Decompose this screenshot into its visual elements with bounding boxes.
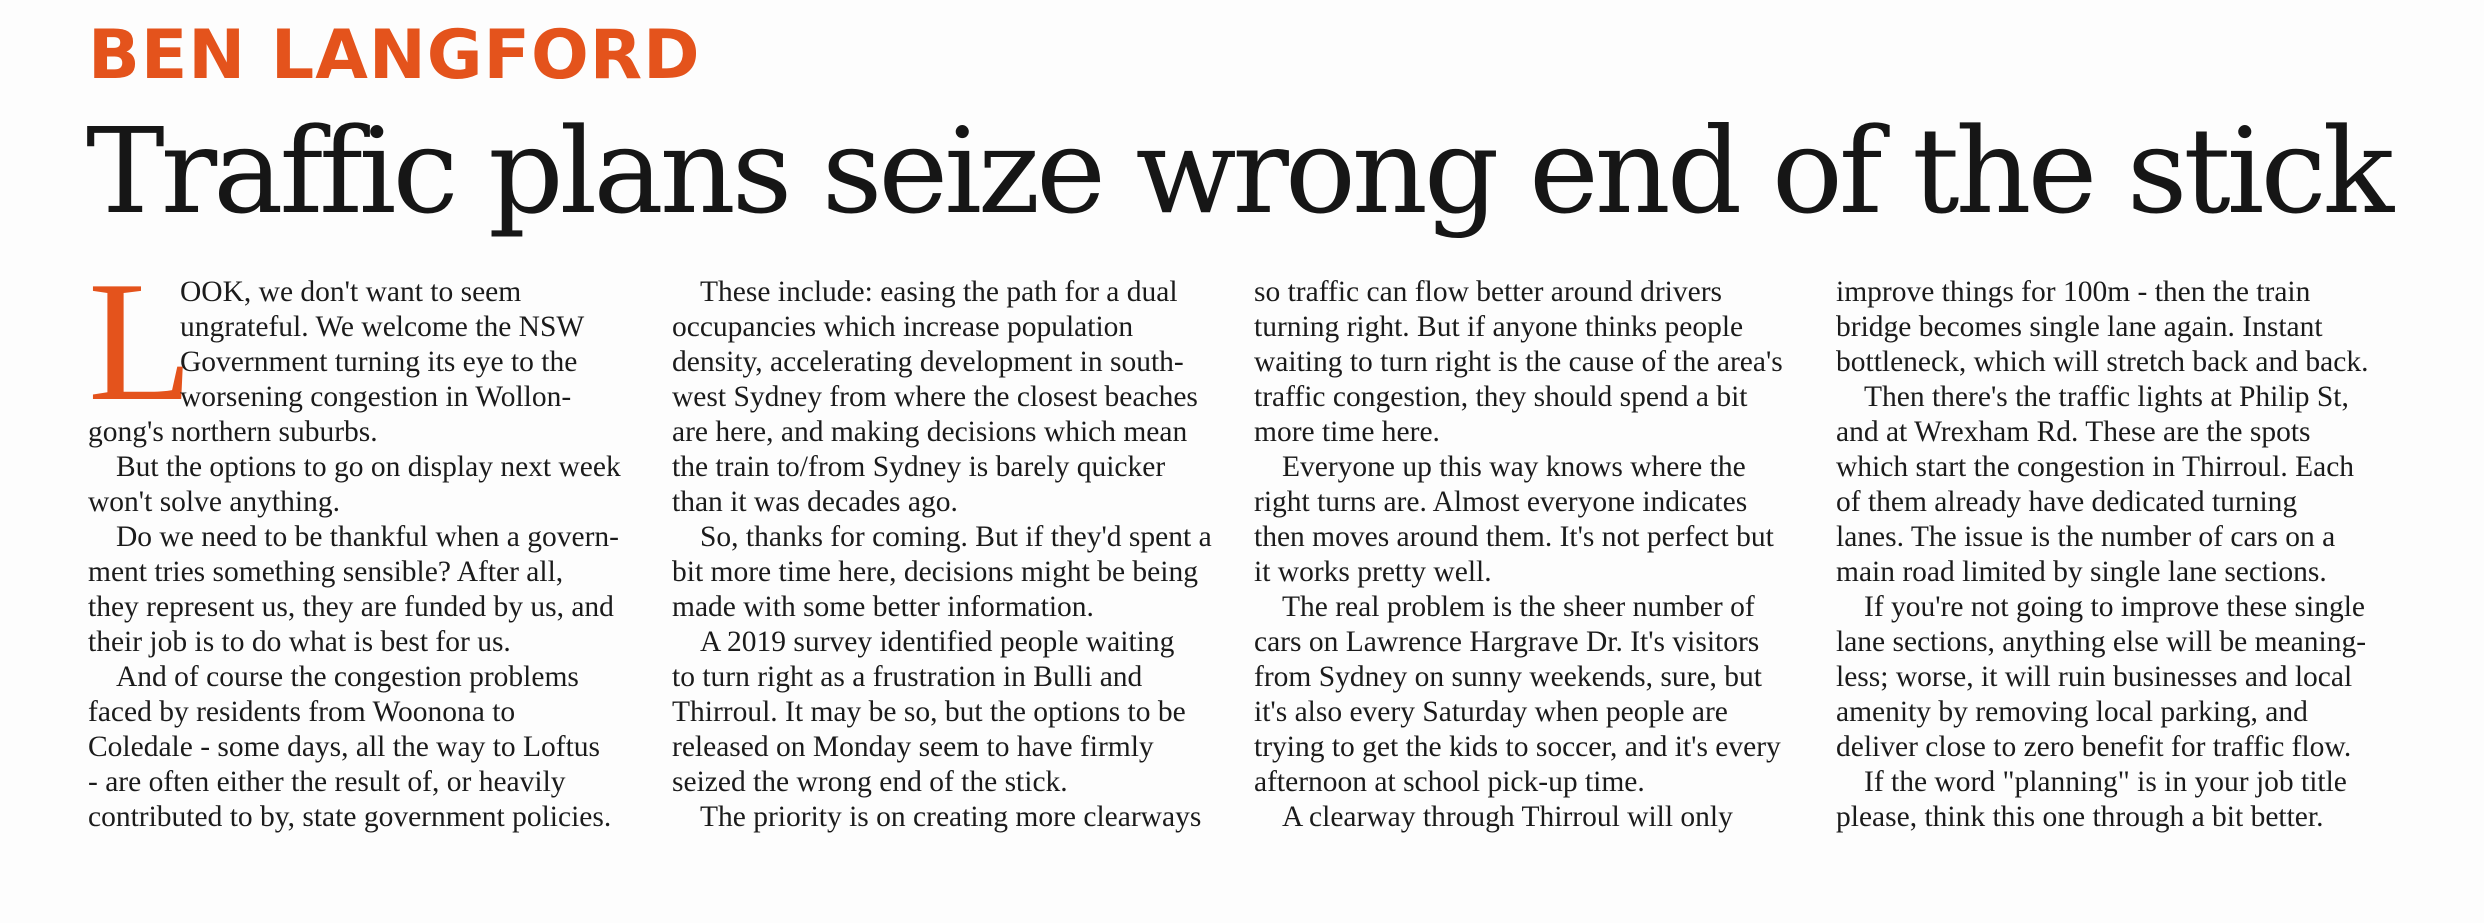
text-line: lane sections, anything else will be meaning-	[1836, 626, 2367, 658]
text-line: seized the wrong end of the stick.	[672, 766, 1068, 798]
headline: Traffic plans seize wrong end of the stick	[86, 102, 2391, 240]
text-line: Do we need to be thankful when a govern-	[116, 521, 619, 553]
text-line: of them already have dedicated turning	[1836, 486, 2298, 518]
text-line: cars on Lawrence Hargrave Dr. It's visitors	[1254, 626, 1760, 658]
text-line: released on Monday seem to have firmly	[672, 731, 1154, 763]
text-line: - are often either the result of, or heavily	[88, 766, 566, 798]
article-column-4	[1836, 275, 2396, 835]
text-line: If the word "planning" is in your job title	[1864, 766, 2347, 798]
drop-cap: L	[88, 247, 194, 437]
article-column-2	[672, 275, 1232, 835]
text-line: less; worse, it will ruin businesses and local	[1836, 661, 2353, 693]
text-line: bridge becomes single lane again. Instant	[1836, 311, 2323, 343]
text-line: A 2019 survey identified people waiting	[700, 626, 1175, 658]
text-line: made with some better information.	[672, 591, 1094, 623]
text-line: The priority is on creating more clearways	[700, 801, 1202, 833]
text-line: The real problem is the sheer number of	[1282, 591, 1755, 623]
text-line: it works pretty well.	[1254, 556, 1492, 588]
text-line: ungrateful. We welcome the NSW	[180, 311, 585, 343]
text-line: These include: easing the path for a dual	[700, 276, 1178, 308]
text-line: density, accelerating development in south-	[672, 346, 1184, 378]
text-line: turning right. But if anyone thinks people	[1254, 311, 1744, 343]
text-line: improve things for 100m - then the train	[1836, 276, 2311, 308]
text-line: Then there's the traffic lights at Philip St,	[1864, 381, 2349, 413]
byline: BEN LANGFORD	[88, 16, 701, 95]
text-line: ment tries something sensible? After all,	[88, 556, 564, 588]
text-line: which start the congestion in Thirroul. Each	[1836, 451, 2355, 483]
text-line: waiting to turn right is the cause of the area's	[1254, 346, 1783, 378]
text-line: If you're not going to improve these single	[1864, 591, 2365, 623]
text-line: and at Wrexham Rd. These are the spots	[1836, 416, 2311, 448]
text-line: west Sydney from where the closest beaches	[672, 381, 1198, 413]
text-line: And of course the congestion problems	[116, 661, 579, 693]
text-line: occupancies which increase population	[672, 311, 1134, 343]
text-line: Thirroul. It may be so, but the options to be	[672, 696, 1186, 728]
text-line: so traffic can flow better around drivers	[1254, 276, 1722, 308]
text-line: faced by residents from Woonona to	[88, 696, 516, 728]
text-line: they represent us, they are funded by us, and	[88, 591, 614, 623]
text-line: it's also every Saturday when people are	[1254, 696, 1728, 728]
text-line: So, thanks for coming. But if they'd spent a	[700, 521, 1212, 553]
text-line: gong's northern suburbs.	[88, 416, 378, 448]
text-line: won't solve anything.	[88, 486, 340, 518]
text-line: main road limited by single lane sections.	[1836, 556, 2327, 588]
article-column-3	[1254, 275, 1814, 835]
text-line: to turn right as a frustration in Bulli and	[672, 661, 1143, 693]
text-line: Coledale - some days, all the way to Loftus	[88, 731, 601, 763]
text-line: right turns are. Almost everyone indicates	[1254, 486, 1748, 518]
text-line: OOK, we don't want to seem	[180, 276, 522, 308]
text-line: than it was decades ago.	[672, 486, 958, 518]
text-line: please, think this one through a bit better.	[1836, 801, 2324, 833]
text-line: from Sydney on sunny weekends, sure, but	[1254, 661, 1762, 693]
text-line: Everyone up this way knows where the	[1282, 451, 1746, 483]
text-line: worsening congestion in Wollon-	[180, 381, 572, 413]
text-line: But the options to go on display next week	[116, 451, 621, 483]
text-line: Government turning its eye to the	[180, 346, 578, 378]
article-column-1	[88, 275, 648, 835]
text-line: bottleneck, which will stretch back and back.	[1836, 346, 2369, 378]
text-line: traffic congestion, they should spend a bit	[1254, 381, 1748, 413]
text-line: more time here.	[1254, 416, 1440, 448]
text-line: bit more time here, decisions might be being	[672, 556, 1198, 588]
text-line: A clearway through Thirroul will only	[1282, 801, 1733, 833]
text-line: deliver close to zero benefit for traffic flow.	[1836, 731, 2352, 763]
text-line: their job is to do what is best for us.	[88, 626, 511, 658]
text-line: are here, and making decisions which mean	[672, 416, 1188, 448]
text-line: the train to/from Sydney is barely quicker	[672, 451, 1166, 483]
text-line: amenity by removing local parking, and	[1836, 696, 2308, 728]
text-line: afternoon at school pick-up time.	[1254, 766, 1645, 798]
text-line: contributed to by, state government policies.	[88, 801, 612, 833]
text-line: then moves around them. It's not perfect but	[1254, 521, 1774, 553]
text-line: lanes. The issue is the number of cars on a	[1836, 521, 2336, 553]
text-line: trying to get the kids to soccer, and it's every	[1254, 731, 1781, 763]
